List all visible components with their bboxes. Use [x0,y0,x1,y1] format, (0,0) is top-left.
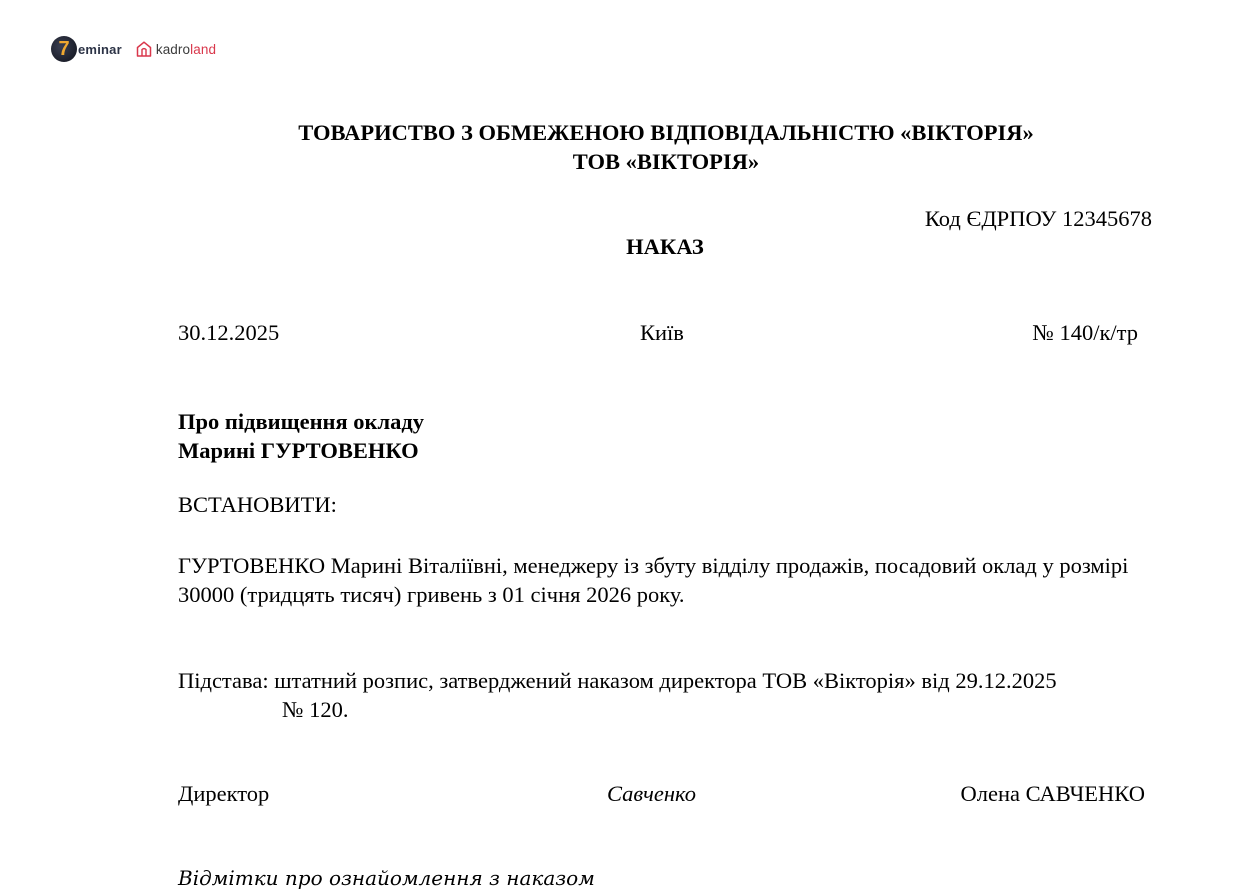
header-logos [51,35,216,63]
subject-line-1: Про підвищення окладу [178,409,425,434]
seminar-logo [51,36,122,62]
document-title: НАКАЗ [626,234,704,259]
order-basis [178,666,1158,724]
signatory-position: Директор [178,781,270,806]
subject-line-2: Марині ГУРТОВЕНКО [178,438,419,463]
kadroland-logo [135,40,216,58]
order-number: № 140/к/тр [1032,320,1138,345]
order-city: Київ [640,320,684,345]
seminar-logo-text: eminar [78,41,122,57]
signatory-name: Олена САВЧЕНКО [960,781,1145,806]
organization-full-name: ТОВАРИСТВО З ОБМЕЖЕНОЮ ВІДПОВІДАЛЬНІСТЮ «ВІКТОРІЯ» [298,120,1034,145]
signature-block [178,781,1145,811]
seminar-badge-icon: 7 [51,36,77,62]
order-subject [178,407,424,465]
basis-line-1: Підстава: штатний розпис, затверджений наказом директора ТОВ «Вікторія» від 29.12.2025 [178,668,1057,693]
order-meta-row [178,320,1138,350]
organization-short-name: ТОВ «ВІКТОРІЯ» [572,149,760,174]
organization-header [0,118,1235,176]
signature: Савченко [607,781,696,806]
establish-heading: ВСТАНОВИТИ: [178,492,337,517]
house-icon [135,40,153,58]
basis-line-2: № 120. [282,697,349,722]
order-date: 30.12.2025 [178,320,280,345]
order-body: ГУРТОВЕНКО Марині Віталіївні, менеджеру із збуту відділу продажів, посадовий оклад у розмірі 30000 (тридцять тисяч) гривень з 01 січня 2026 року. [178,553,1129,607]
kadroland-logo-text: kadroland [155,41,217,57]
acknowledgement-heading: Відмітки про ознайомлення з наказом [178,866,595,890]
edrpou-code: Код ЄДРПОУ 12345678 [924,206,1152,231]
